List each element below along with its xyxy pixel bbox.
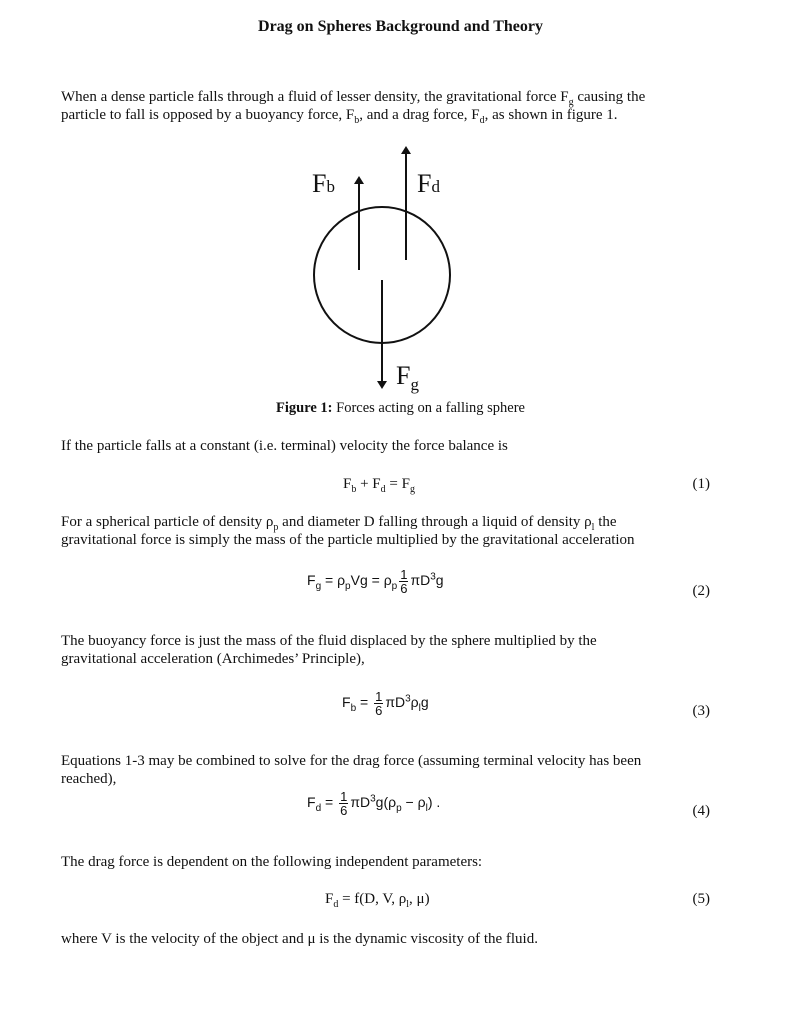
viscosity-paragraph: where V is the velocity of the object and μ is the dynamic viscosity of the fluid. <box>61 931 538 947</box>
equation-4-number: (4) <box>692 803 710 819</box>
text-run: When a dense particle falls through a fluid of lesser density, the gravitational force F <box>61 89 569 105</box>
text-run: causing the <box>573 89 646 105</box>
equation-3: $F_b$ = $\frac{1}{6}$ $\pi D^3\rho_lg$ <box>342 689 429 718</box>
figure-caption <box>0 400 801 417</box>
text-run: , and a drag force, F <box>359 107 480 123</box>
text-run: particle to fall is opposed by a buoyancy force, F <box>61 107 355 123</box>
gravity-paragraph: For a spherical particle of density $\rho_p$ and diameter D falling through a liquid of density $\rho_l$ the gravitational force is simply the mass of the particle multiplied by the gravitational acceleration <box>61 514 635 548</box>
fb-label: Fb <box>312 169 335 198</box>
fg-label: $F_g$ <box>396 361 419 394</box>
buoyancy-paragraph: The buoyancy force is just the mass of the fluid displaced by the sphere multiplied by the gravitational acceleration (Archimedes’ Principle), <box>61 633 597 667</box>
equation-1: $F_b + F_d = F_g$ <box>343 476 415 495</box>
force-balance-paragraph: If the particle falls at a constant (i.e. terminal) velocity the force balance is <box>61 438 508 454</box>
equation-1-number: (1) <box>692 476 710 492</box>
subscript: g <box>568 97 574 108</box>
equation-2-number: (2) <box>692 583 710 599</box>
parameters-paragraph: The drag force is dependent on the following independent parameters: <box>61 854 483 870</box>
equation-3-number: (3) <box>692 703 710 719</box>
fd-label: Fd <box>417 169 440 198</box>
equation-5: $F_d = f(D$, V, $\rho_l$, μ) <box>325 891 430 910</box>
equation-5-number: (5) <box>692 891 710 907</box>
equation-2: $F_g = \rho_pVg = \rho_p$ $\frac{1}{6}$ $\pi D^3g$ <box>307 567 444 596</box>
text-run: , as shown in figure 1. <box>484 107 618 123</box>
force-diagram <box>300 140 470 400</box>
caption-text: Forces acting on a falling sphere <box>332 400 525 416</box>
equation-4: $F_d$ = $\frac{1}{6}$ $\pi D^3g(\rho_p - \rho_l)$ . <box>307 789 441 818</box>
subscript: b <box>354 115 360 126</box>
intro-paragraph <box>61 88 709 124</box>
combine-paragraph: Equations 1-3 may be combined to solve for the drag force (assuming terminal velocity has been reached), <box>61 753 642 787</box>
subscript: d <box>479 115 485 126</box>
page-title: Drag on Spheres Background and Theory <box>258 18 543 35</box>
caption-label: Figure 1: <box>276 400 333 416</box>
